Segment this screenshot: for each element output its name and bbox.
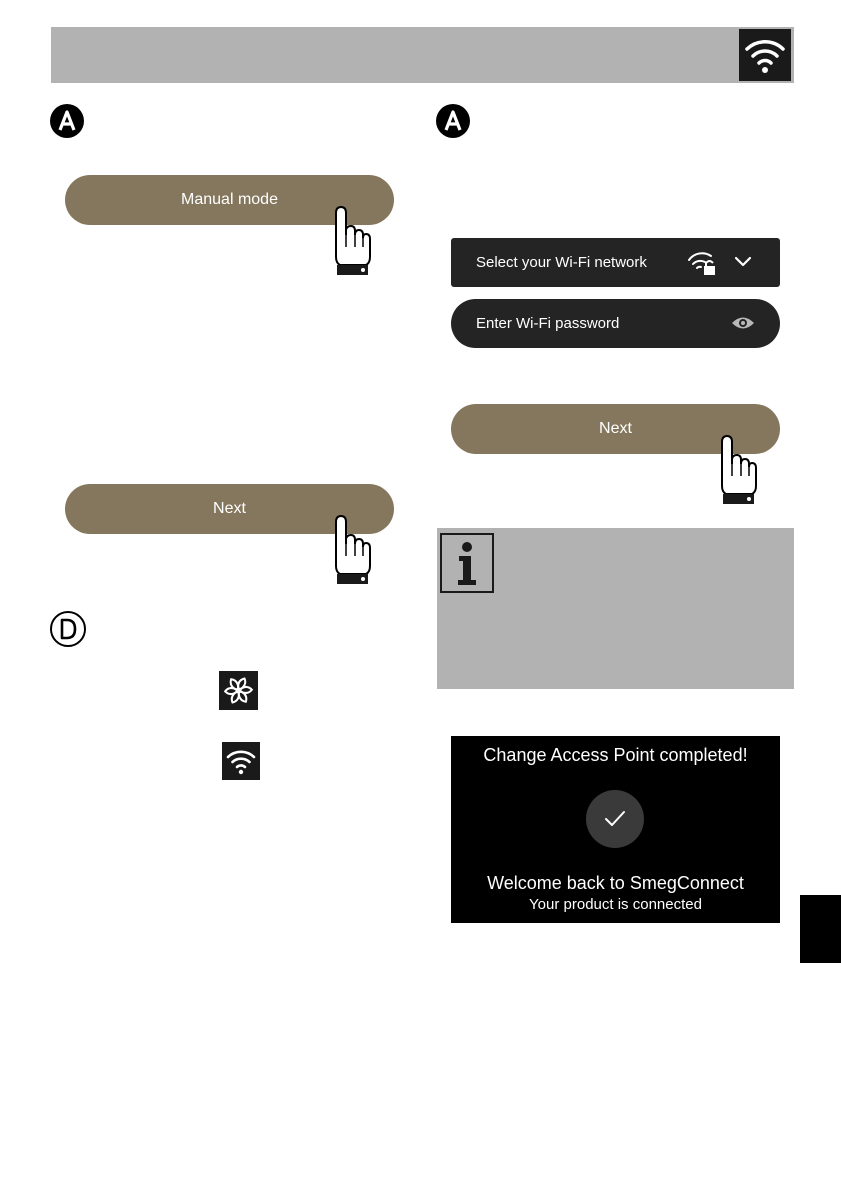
wifi-icon [222, 742, 260, 780]
confirmation-screen [451, 736, 780, 923]
hand-pointer-icon [322, 514, 372, 586]
check-icon [586, 790, 644, 848]
confirmation-title: Change Access Point completed! [483, 745, 748, 765]
side-tab [800, 895, 841, 963]
connection-status: Your product is connected [529, 896, 702, 913]
info-icon [440, 533, 494, 593]
next-label: Next [599, 420, 632, 437]
step-marker-a [50, 104, 84, 138]
header-bar [51, 27, 794, 83]
next-label: Next [213, 500, 246, 517]
welcome-text: Welcome back to SmegConnect [487, 873, 744, 893]
hand-pointer-icon [322, 205, 372, 277]
wifi-icon [739, 29, 791, 81]
wifi-lock-icon [687, 250, 717, 280]
hand-pointer-icon [708, 434, 758, 506]
fan-icon [219, 671, 258, 710]
wifi-network-select[interactable] [451, 238, 780, 287]
manual-mode-label: Manual mode [181, 191, 278, 208]
step-marker-a [436, 104, 470, 138]
wifi-password-field[interactable] [451, 299, 780, 348]
wifi-network-label: Select your Wi-Fi network [476, 254, 647, 271]
wifi-password-placeholder: Enter Wi-Fi password [476, 315, 620, 332]
chevron-down-icon[interactable] [734, 253, 752, 275]
eye-icon[interactable] [731, 314, 755, 336]
step-marker-d [50, 611, 86, 647]
